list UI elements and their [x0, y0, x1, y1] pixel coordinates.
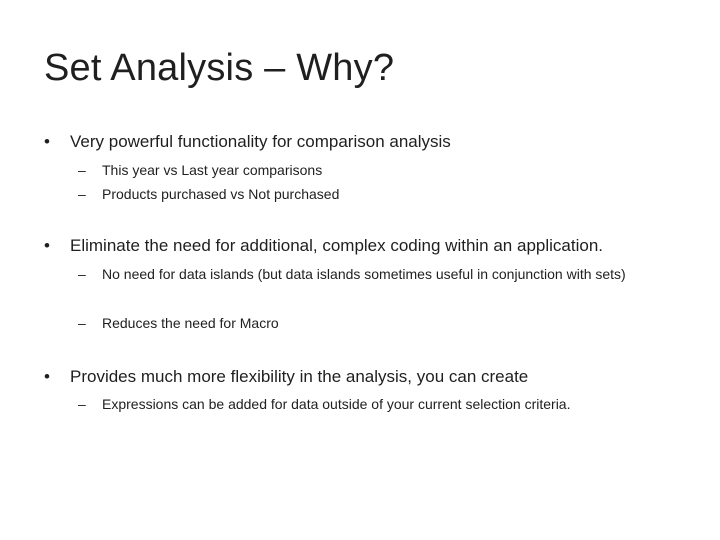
sub-bullet-text: Products purchased vs Not purchased [102, 186, 340, 202]
sub-bullet-item [78, 161, 678, 180]
bullet-item [44, 235, 684, 257]
sub-bullet-marker: – [78, 266, 86, 282]
sub-bullet-item [78, 265, 658, 284]
bullet-item [44, 366, 684, 388]
sub-bullet-text: Reduces the need for Macro [102, 315, 279, 331]
bullet-marker: • [44, 132, 50, 151]
bullet-text: Eliminate the need for additional, complex coding within an application. [70, 236, 603, 255]
sub-bullet-item [78, 314, 678, 333]
sub-bullet-item [78, 185, 678, 204]
slide-title: Set Analysis – Why? [44, 47, 395, 89]
bullet-text: Provides much more flexibility in the analysis, you can create [70, 367, 529, 386]
bullet-marker: • [44, 367, 50, 386]
sub-bullet-marker: – [78, 186, 86, 202]
sub-bullet-item [78, 395, 708, 414]
sub-bullet-marker: – [78, 162, 86, 178]
sub-bullet-marker: – [78, 315, 86, 331]
bullet-marker: • [44, 236, 50, 255]
bullet-item [44, 131, 684, 153]
sub-bullet-marker: – [78, 396, 86, 412]
bullet-text: Very powerful functionality for comparison analysis [70, 132, 451, 151]
sub-bullet-text: No need for data islands (but data islands sometimes useful in conjunction with sets) [102, 266, 626, 282]
sub-bullet-text: Expressions can be added for data outside of your current selection criteria. [102, 396, 571, 412]
sub-bullet-text: This year vs Last year comparisons [102, 162, 323, 178]
